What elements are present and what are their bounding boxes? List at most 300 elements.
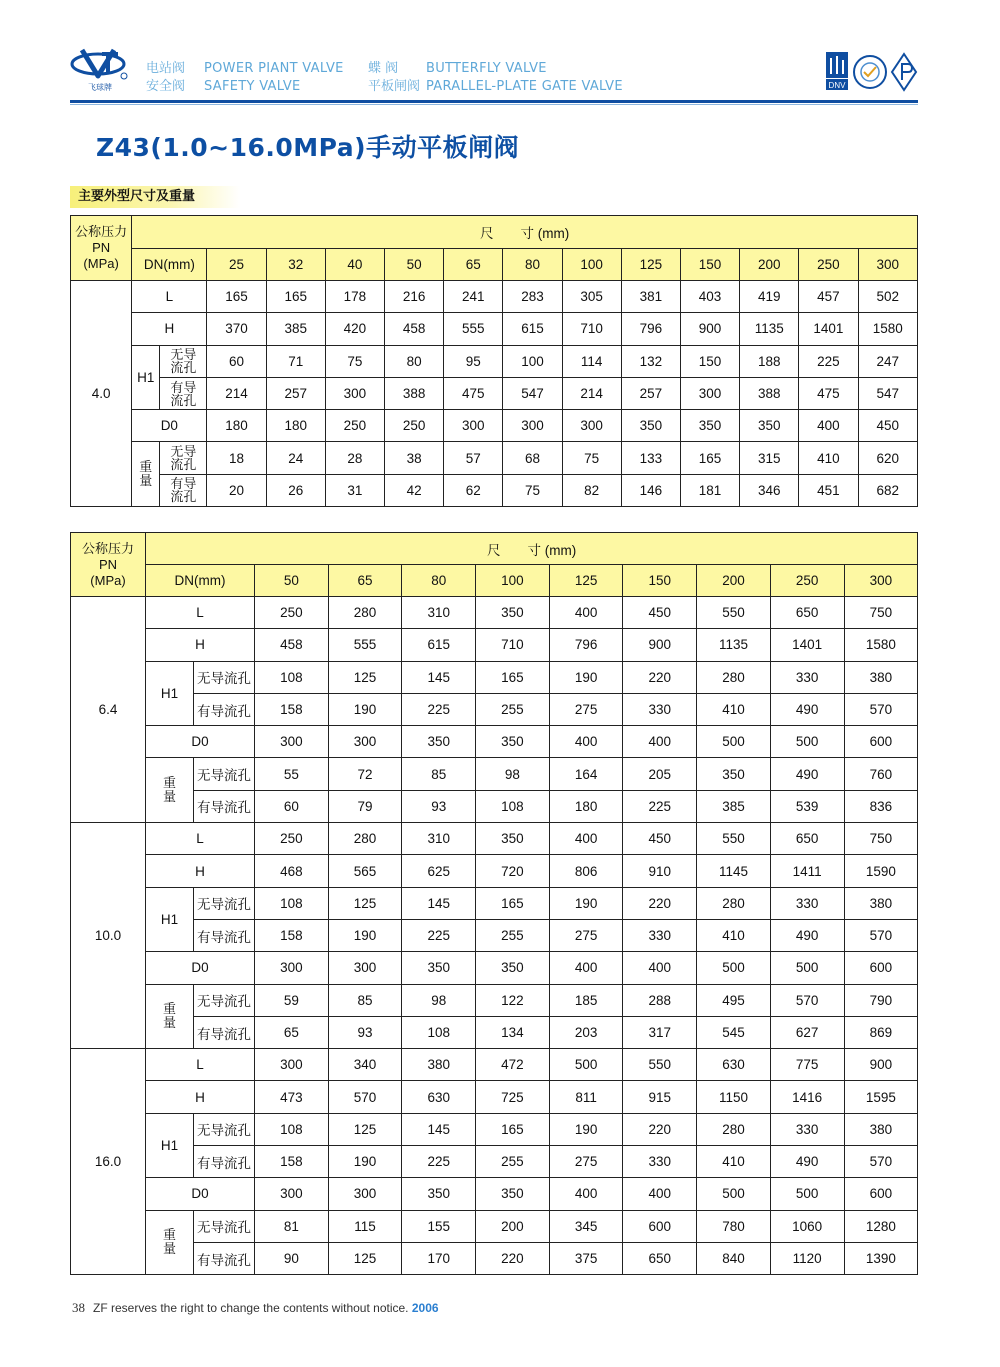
value-cell: 380 bbox=[844, 1113, 918, 1145]
value-cell: 317 bbox=[623, 1016, 697, 1048]
value-cell: 330 bbox=[623, 919, 697, 951]
value-cell: 570 bbox=[770, 984, 844, 1016]
value-cell: 18 bbox=[207, 442, 266, 474]
value-cell: 75 bbox=[562, 442, 621, 474]
value-cell: 93 bbox=[402, 790, 476, 822]
value-cell: 388 bbox=[385, 377, 444, 409]
value-cell: 710 bbox=[476, 629, 550, 661]
value-cell: 145 bbox=[402, 661, 476, 693]
value-cell: 340 bbox=[328, 1049, 402, 1081]
value-cell: 80 bbox=[385, 345, 444, 377]
value-cell: 451 bbox=[799, 474, 858, 506]
value-cell: 375 bbox=[549, 1242, 623, 1274]
value-cell: 475 bbox=[799, 377, 858, 409]
value-cell: 241 bbox=[444, 281, 503, 313]
value-cell: 190 bbox=[328, 693, 402, 725]
value-cell: 400 bbox=[549, 726, 623, 758]
value-cell: 1120 bbox=[770, 1242, 844, 1274]
table-row bbox=[71, 758, 918, 790]
value-cell: 300 bbox=[255, 1178, 329, 1210]
table-row bbox=[71, 919, 918, 951]
value-cell: 257 bbox=[621, 377, 680, 409]
size-header: 尺 寸 (mm) bbox=[146, 533, 918, 565]
value-cell: 108 bbox=[255, 887, 329, 919]
value-cell: 900 bbox=[623, 629, 697, 661]
table-row bbox=[71, 313, 918, 345]
value-cell: 350 bbox=[476, 726, 550, 758]
value-cell: 225 bbox=[799, 345, 858, 377]
value-cell: 457 bbox=[799, 281, 858, 313]
value-cell: 20 bbox=[207, 474, 266, 506]
value-cell: 31 bbox=[325, 474, 384, 506]
value-cell: 300 bbox=[255, 726, 329, 758]
sublabel-no-hole: 无导 流孔 bbox=[160, 345, 207, 377]
value-cell: 185 bbox=[549, 984, 623, 1016]
value-cell: 82 bbox=[562, 474, 621, 506]
table-row bbox=[71, 597, 918, 629]
value-cell: 450 bbox=[858, 410, 917, 442]
value-cell: 257 bbox=[266, 377, 325, 409]
value-cell: 565 bbox=[328, 855, 402, 887]
table-row bbox=[71, 442, 918, 474]
value-cell: 490 bbox=[770, 919, 844, 951]
value-cell: 214 bbox=[562, 377, 621, 409]
value-cell: 458 bbox=[255, 629, 329, 661]
value-cell: 122 bbox=[476, 984, 550, 1016]
value-cell: 400 bbox=[623, 1178, 697, 1210]
value-cell: 380 bbox=[844, 887, 918, 919]
value-cell: 300 bbox=[255, 952, 329, 984]
value-cell: 1401 bbox=[799, 313, 858, 345]
value-cell: 220 bbox=[623, 887, 697, 919]
value-cell: 380 bbox=[402, 1049, 476, 1081]
value-cell: 55 bbox=[255, 758, 329, 790]
nav-item-en: POWER PIANT VALVE bbox=[204, 61, 344, 76]
value-cell: 75 bbox=[503, 474, 562, 506]
value-cell: 225 bbox=[402, 1146, 476, 1178]
sublabel-with-hole: 有导流孔 bbox=[194, 1242, 255, 1274]
value-cell: 1580 bbox=[858, 313, 917, 345]
value-cell: 108 bbox=[255, 1113, 329, 1145]
value-cell: 200 bbox=[476, 1210, 550, 1242]
row-label-weight bbox=[146, 1210, 194, 1275]
value-cell: 134 bbox=[476, 1016, 550, 1048]
value-cell: 220 bbox=[623, 1113, 697, 1145]
brand-text: 飞球牌 bbox=[88, 83, 112, 92]
row-label-H: H bbox=[146, 629, 255, 661]
value-cell: 280 bbox=[697, 1113, 771, 1145]
value-cell: 570 bbox=[844, 693, 918, 725]
dnv-logo-icon bbox=[826, 52, 848, 90]
table-row bbox=[71, 984, 918, 1016]
value-cell: 95 bbox=[444, 345, 503, 377]
value-cell: 350 bbox=[402, 1178, 476, 1210]
value-cell: 350 bbox=[476, 1178, 550, 1210]
value-cell: 225 bbox=[623, 790, 697, 822]
value-cell: 385 bbox=[266, 313, 325, 345]
value-cell: 98 bbox=[402, 984, 476, 1016]
quality-seal-icon bbox=[854, 56, 886, 88]
value-cell: 790 bbox=[844, 984, 918, 1016]
row-label-weight bbox=[146, 984, 194, 1049]
value-cell: 280 bbox=[697, 887, 771, 919]
value-cell: 900 bbox=[844, 1049, 918, 1081]
nav-item-cn: 安全阀 bbox=[146, 79, 186, 94]
value-cell: 840 bbox=[697, 1242, 771, 1274]
value-cell: 1590 bbox=[844, 855, 918, 887]
value-cell: 350 bbox=[476, 823, 550, 855]
value-cell: 910 bbox=[623, 855, 697, 887]
value-cell: 145 bbox=[402, 1113, 476, 1145]
value-cell: 400 bbox=[623, 726, 697, 758]
row-label-H1: H1 bbox=[146, 887, 194, 952]
weight-label: 重 量 bbox=[162, 1227, 176, 1257]
table-row bbox=[71, 1210, 918, 1242]
value-cell: 915 bbox=[623, 1081, 697, 1113]
value-cell: 350 bbox=[476, 597, 550, 629]
value-cell: 500 bbox=[770, 1178, 844, 1210]
value-cell: 760 bbox=[844, 758, 918, 790]
value-cell: 346 bbox=[740, 474, 799, 506]
table-row bbox=[71, 952, 918, 984]
value-cell: 300 bbox=[562, 410, 621, 442]
value-cell: 255 bbox=[476, 693, 550, 725]
value-cell: 125 bbox=[328, 661, 402, 693]
value-cell: 381 bbox=[621, 281, 680, 313]
table-row bbox=[71, 410, 918, 442]
value-cell: 93 bbox=[328, 1016, 402, 1048]
value-cell: 85 bbox=[402, 758, 476, 790]
value-cell: 1150 bbox=[697, 1081, 771, 1113]
table-row bbox=[71, 281, 918, 313]
value-cell: 500 bbox=[770, 952, 844, 984]
value-cell: 650 bbox=[623, 1242, 697, 1274]
pn-value-cell: 16.0 bbox=[71, 1049, 146, 1275]
value-cell: 1135 bbox=[740, 313, 799, 345]
value-cell: 380 bbox=[844, 661, 918, 693]
pn-value-cell: 10.0 bbox=[71, 823, 146, 1049]
dn-cell: 65 bbox=[328, 565, 402, 597]
value-cell: 1280 bbox=[844, 1210, 918, 1242]
value-cell: 630 bbox=[697, 1049, 771, 1081]
value-cell: 615 bbox=[402, 629, 476, 661]
value-cell: 500 bbox=[697, 1178, 771, 1210]
table-row bbox=[71, 693, 918, 725]
footer-year: 2006 bbox=[411, 1301, 439, 1315]
value-cell: 806 bbox=[549, 855, 623, 887]
value-cell: 400 bbox=[549, 1178, 623, 1210]
value-cell: 400 bbox=[799, 410, 858, 442]
value-cell: 750 bbox=[844, 823, 918, 855]
value-cell: 350 bbox=[697, 758, 771, 790]
value-cell: 615 bbox=[503, 313, 562, 345]
value-cell: 502 bbox=[858, 281, 917, 313]
row-label-L: L bbox=[146, 597, 255, 629]
value-cell: 132 bbox=[621, 345, 680, 377]
value-cell: 280 bbox=[328, 597, 402, 629]
value-cell: 214 bbox=[207, 377, 266, 409]
value-cell: 468 bbox=[255, 855, 329, 887]
value-cell: 68 bbox=[503, 442, 562, 474]
value-cell: 410 bbox=[697, 919, 771, 951]
value-cell: 133 bbox=[621, 442, 680, 474]
value-cell: 555 bbox=[444, 313, 503, 345]
value-cell: 190 bbox=[328, 1146, 402, 1178]
value-cell: 350 bbox=[476, 952, 550, 984]
value-cell: 550 bbox=[623, 1049, 697, 1081]
value-cell: 836 bbox=[844, 790, 918, 822]
value-cell: 473 bbox=[255, 1081, 329, 1113]
value-cell: 720 bbox=[476, 855, 550, 887]
value-cell: 450 bbox=[623, 597, 697, 629]
value-cell: 165 bbox=[680, 442, 739, 474]
page-number: 38 bbox=[72, 1300, 85, 1315]
nav-item-cn: 蝶 阀 bbox=[368, 61, 399, 76]
value-cell: 547 bbox=[858, 377, 917, 409]
value-cell: 108 bbox=[402, 1016, 476, 1048]
value-cell: 627 bbox=[770, 1016, 844, 1048]
dn-cell: 125 bbox=[549, 565, 623, 597]
page-header bbox=[0, 0, 1000, 110]
value-cell: 190 bbox=[549, 661, 623, 693]
value-cell: 188 bbox=[740, 345, 799, 377]
value-cell: 550 bbox=[697, 597, 771, 629]
value-cell: 370 bbox=[207, 313, 266, 345]
value-cell: 403 bbox=[680, 281, 739, 313]
value-cell: 59 bbox=[255, 984, 329, 1016]
value-cell: 165 bbox=[266, 281, 325, 313]
sublabel-no-hole: 无导流孔 bbox=[194, 887, 255, 919]
value-cell: 125 bbox=[328, 887, 402, 919]
dn-cell: 50 bbox=[385, 249, 444, 281]
value-cell: 400 bbox=[549, 597, 623, 629]
row-label-L: L bbox=[132, 281, 207, 313]
value-cell: 203 bbox=[549, 1016, 623, 1048]
table-row bbox=[71, 790, 918, 822]
value-cell: 115 bbox=[328, 1210, 402, 1242]
row-label-weight bbox=[146, 758, 194, 823]
table-row bbox=[71, 1049, 918, 1081]
value-cell: 255 bbox=[476, 919, 550, 951]
value-cell: 24 bbox=[266, 442, 325, 474]
spec-table-pn40 bbox=[70, 215, 918, 507]
value-cell: 62 bbox=[444, 474, 503, 506]
dn-cell: 250 bbox=[799, 249, 858, 281]
nav-item-cn: 平板闸阀 bbox=[368, 79, 421, 94]
dn-cell: 150 bbox=[623, 565, 697, 597]
value-cell: 570 bbox=[844, 1146, 918, 1178]
dnv-label: DNV bbox=[828, 81, 846, 90]
value-cell: 620 bbox=[858, 442, 917, 474]
value-cell: 125 bbox=[328, 1242, 402, 1274]
value-cell: 250 bbox=[325, 410, 384, 442]
value-cell: 385 bbox=[697, 790, 771, 822]
value-cell: 1411 bbox=[770, 855, 844, 887]
nav-item-en: PARALLEL-PLATE GATE VALVE bbox=[426, 79, 623, 94]
row-label-H1: H1 bbox=[132, 345, 160, 410]
value-cell: 145 bbox=[402, 887, 476, 919]
value-cell: 108 bbox=[476, 790, 550, 822]
value-cell: 283 bbox=[503, 281, 562, 313]
dn-cell: 80 bbox=[402, 565, 476, 597]
nav-right bbox=[368, 60, 623, 96]
sublabel-no-hole: 无导流孔 bbox=[194, 984, 255, 1016]
value-cell: 550 bbox=[697, 823, 771, 855]
value-cell: 539 bbox=[770, 790, 844, 822]
value-cell: 300 bbox=[444, 410, 503, 442]
row-label-H1: H1 bbox=[146, 661, 194, 726]
value-cell: 750 bbox=[844, 597, 918, 629]
dn-cell: 50 bbox=[255, 565, 329, 597]
value-cell: 350 bbox=[402, 952, 476, 984]
value-cell: 1416 bbox=[770, 1081, 844, 1113]
value-cell: 350 bbox=[621, 410, 680, 442]
value-cell: 300 bbox=[328, 726, 402, 758]
value-cell: 181 bbox=[680, 474, 739, 506]
value-cell: 38 bbox=[385, 442, 444, 474]
value-cell: 570 bbox=[328, 1081, 402, 1113]
value-cell: 225 bbox=[402, 919, 476, 951]
value-cell: 315 bbox=[740, 442, 799, 474]
table-row bbox=[71, 1242, 918, 1274]
value-cell: 150 bbox=[680, 345, 739, 377]
nav-item-en: BUTTERFLY VALVE bbox=[426, 61, 547, 76]
value-cell: 108 bbox=[255, 661, 329, 693]
dn-cell: 40 bbox=[325, 249, 384, 281]
value-cell: 216 bbox=[385, 281, 444, 313]
value-cell: 345 bbox=[549, 1210, 623, 1242]
value-cell: 500 bbox=[697, 952, 771, 984]
dn-cell: 250 bbox=[770, 565, 844, 597]
value-cell: 410 bbox=[697, 1146, 771, 1178]
value-cell: 650 bbox=[770, 597, 844, 629]
row-label-H: H bbox=[146, 855, 255, 887]
spec-table-pn64-160 bbox=[70, 532, 918, 1275]
value-cell: 85 bbox=[328, 984, 402, 1016]
pn-value-cell: 4.0 bbox=[71, 281, 132, 507]
value-cell: 300 bbox=[328, 952, 402, 984]
value-cell: 60 bbox=[207, 345, 266, 377]
value-cell: 275 bbox=[549, 1146, 623, 1178]
value-cell: 330 bbox=[770, 887, 844, 919]
value-cell: 1401 bbox=[770, 629, 844, 661]
value-cell: 65 bbox=[255, 1016, 329, 1048]
header-divider-thin bbox=[70, 104, 918, 105]
row-label-D0: D0 bbox=[132, 410, 207, 442]
pn-header: 公称压力 PN (MPa) bbox=[71, 216, 132, 281]
value-cell: 410 bbox=[697, 693, 771, 725]
value-cell: 682 bbox=[858, 474, 917, 506]
weight-label: 重 量 bbox=[162, 1001, 176, 1031]
value-cell: 250 bbox=[255, 823, 329, 855]
value-cell: 81 bbox=[255, 1210, 329, 1242]
value-cell: 400 bbox=[623, 952, 697, 984]
sublabel-with-hole: 有导流孔 bbox=[194, 693, 255, 725]
dn-header: DN(mm) bbox=[132, 249, 207, 281]
value-cell: 90 bbox=[255, 1242, 329, 1274]
dn-cell: 32 bbox=[266, 249, 325, 281]
table-row bbox=[71, 1081, 918, 1113]
table-row bbox=[71, 474, 918, 506]
value-cell: 1390 bbox=[844, 1242, 918, 1274]
sublabel-with-hole: 有导 流孔 bbox=[160, 377, 207, 409]
value-cell: 28 bbox=[325, 442, 384, 474]
value-cell: 780 bbox=[697, 1210, 771, 1242]
dn-cell: 100 bbox=[476, 565, 550, 597]
value-cell: 796 bbox=[621, 313, 680, 345]
value-cell: 42 bbox=[385, 474, 444, 506]
value-cell: 180 bbox=[207, 410, 266, 442]
dn-cell: 25 bbox=[207, 249, 266, 281]
value-cell: 350 bbox=[402, 726, 476, 758]
row-label-H: H bbox=[146, 1081, 255, 1113]
value-cell: 100 bbox=[503, 345, 562, 377]
value-cell: 164 bbox=[549, 758, 623, 790]
table-row bbox=[71, 661, 918, 693]
page-title: Z43(1.0~16.0MPa)手动平板闸阀 bbox=[96, 133, 520, 162]
value-cell: 472 bbox=[476, 1049, 550, 1081]
value-cell: 225 bbox=[402, 693, 476, 725]
dn-cell: 200 bbox=[740, 249, 799, 281]
weight-label: 重 量 bbox=[162, 775, 176, 805]
value-cell: 710 bbox=[562, 313, 621, 345]
row-label-D0: D0 bbox=[146, 952, 255, 984]
value-cell: 178 bbox=[325, 281, 384, 313]
value-cell: 165 bbox=[476, 661, 550, 693]
value-cell: 310 bbox=[402, 597, 476, 629]
value-cell: 60 bbox=[255, 790, 329, 822]
sublabel-no-hole: 无导流孔 bbox=[194, 1210, 255, 1242]
value-cell: 600 bbox=[844, 1178, 918, 1210]
row-label-L: L bbox=[146, 823, 255, 855]
sublabel-no-hole: 无导流孔 bbox=[194, 1113, 255, 1145]
value-cell: 180 bbox=[266, 410, 325, 442]
value-cell: 1145 bbox=[697, 855, 771, 887]
row-label-H: H bbox=[132, 313, 207, 345]
value-cell: 71 bbox=[266, 345, 325, 377]
sublabel-with-hole: 有导流孔 bbox=[194, 790, 255, 822]
sublabel-with-hole: 有导流孔 bbox=[194, 1016, 255, 1048]
value-cell: 419 bbox=[740, 281, 799, 313]
value-cell: 250 bbox=[385, 410, 444, 442]
value-cell: 420 bbox=[325, 313, 384, 345]
value-cell: 300 bbox=[255, 1049, 329, 1081]
value-cell: 275 bbox=[549, 693, 623, 725]
value-cell: 205 bbox=[623, 758, 697, 790]
footer-notice: ZF reserves the right to change the contents without notice. bbox=[93, 1301, 409, 1315]
table-row bbox=[71, 1113, 918, 1145]
value-cell: 490 bbox=[770, 1146, 844, 1178]
value-cell: 547 bbox=[503, 377, 562, 409]
value-cell: 114 bbox=[562, 345, 621, 377]
dn-cell: 300 bbox=[858, 249, 917, 281]
value-cell: 490 bbox=[770, 693, 844, 725]
value-cell: 300 bbox=[503, 410, 562, 442]
value-cell: 388 bbox=[740, 377, 799, 409]
value-cell: 500 bbox=[697, 726, 771, 758]
table-row bbox=[71, 726, 918, 758]
value-cell: 288 bbox=[623, 984, 697, 1016]
row-label-L: L bbox=[146, 1049, 255, 1081]
value-cell: 220 bbox=[476, 1242, 550, 1274]
table-row bbox=[71, 1178, 918, 1210]
value-cell: 26 bbox=[266, 474, 325, 506]
table-row bbox=[71, 1016, 918, 1048]
value-cell: 410 bbox=[799, 442, 858, 474]
row-label-H1: H1 bbox=[146, 1113, 194, 1178]
value-cell: 725 bbox=[476, 1081, 550, 1113]
value-cell: 350 bbox=[680, 410, 739, 442]
